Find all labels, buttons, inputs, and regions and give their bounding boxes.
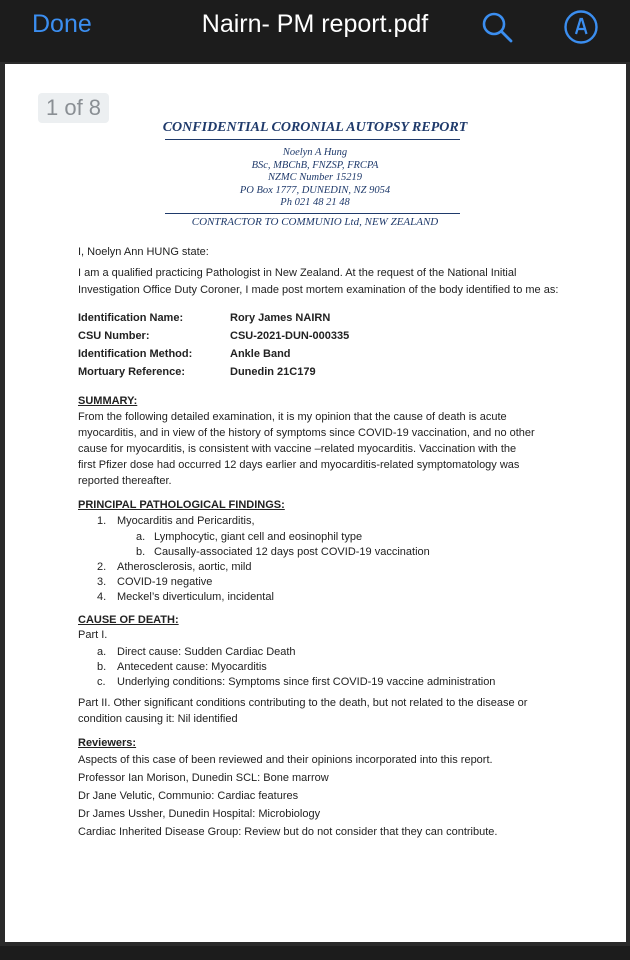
reviewer-line: Aspects of this case of been reviewed and their opinions incorporated into this report. [78,754,493,766]
field-label: Identification Method: [78,348,193,360]
search-icon[interactable] [480,10,514,44]
finding-text: Meckel’s diverticulum, incidental [117,591,274,603]
reviewers-heading: Reviewers: [78,737,137,749]
finding-number: b. [136,546,146,558]
cause-text: Direct cause: Sudden Cardiac Death [117,646,296,658]
finding-number: 3. [97,576,107,588]
intro-line: I am a qualified practicing Pathologist in New Zealand. At the request of the National Initial [78,267,517,279]
intro-line: Investigation Office Duty Coroner, I made post mortem examination of the body identified to me as: [78,284,559,296]
part-two-line: condition causing it: Nil identified [78,713,238,725]
field-value: Ankle Band [230,348,291,360]
field-value: Dunedin 21C179 [230,366,316,378]
part-one-label: Part I. [78,629,108,641]
reviewer-line: Cardiac Inherited Disease Group: Review but do not consider that they can contribute. [78,826,498,838]
finding-text: Myocarditis and Pericarditis, [117,515,255,527]
document-title: Nairn- PM report.pdf [201,10,429,38]
reviewer-line: Professor Ian Morison, Dunedin SCL: Bone marrow [78,772,329,784]
field-label: Mortuary Reference: [78,366,185,378]
summary-line: From the following detailed examination, it is my opinion that the cause of death is acute [78,411,507,423]
finding-text: COVID-19 negative [117,576,213,588]
finding-text: Causally-associated 12 days post COVID-19 vaccination [154,546,430,558]
summary-line: first Pfizer dose had occurred 12 days earlier and myocarditis-related symptomatology was [78,459,520,471]
cause-letter: a. [97,646,107,658]
field-label: CSU Number: [78,330,150,342]
cause-letter: b. [97,661,107,673]
done-button[interactable]: Done [32,10,92,38]
summary-heading: SUMMARY: [78,395,138,407]
title-rule [165,139,460,140]
finding-text: Atherosclerosis, aortic, mild [117,561,252,573]
markup-icon[interactable] [563,9,599,45]
header-line: BSc, MBChB, FNZSP, FRCPA [251,160,379,171]
contractor-rule [165,213,460,214]
reviewer-line: Dr James Ussher, Dunedin Hospital: Microbiology [78,808,321,820]
summary-line: myocarditis, and in view of the history of symptoms since COVID-19 vaccination, and no other [78,427,535,439]
summary-line: cause for myocarditis, is consistent with vaccine –related myocarditis. Vaccination with the [78,443,517,455]
findings-heading: PRINCIPAL PATHOLOGICAL FINDINGS: [78,499,285,511]
reviewer-line: Dr Jane Velutic, Communio: Cardiac features [78,790,299,802]
header-line: PO Box 1777, DUNEDIN, NZ 9054 [239,185,391,196]
cause-text: Underlying conditions: Symptoms since first COVID-19 vaccine administration [117,676,496,688]
cause-letter: c. [97,676,106,688]
contractor-line: CONTRACTOR TO COMMUNIO Ltd, NEW ZEALAND [191,216,439,228]
bottom-bar [0,946,630,960]
finding-number: 2. [97,561,107,573]
viewer-toolbar [0,0,630,62]
part-two-line: Part II. Other significant conditions contributing to the death, but not related to the disease or [78,697,528,709]
statement: I, Noelyn Ann HUNG state: [78,246,209,258]
report-title: CONFIDENTIAL CORONIAL AUTOPSY REPORT [162,120,468,135]
finding-text: Lymphocytic, giant cell and eosinophil type [154,531,363,543]
finding-number: a. [136,531,146,543]
field-value: Rory James NAIRN [230,312,331,324]
page-counter: 1 of 8 [38,93,109,123]
cause-heading: CAUSE OF DEATH: [78,614,179,626]
header-line: NZMC Number 15219 [268,172,362,183]
cause-text: Antecedent cause: Myocarditis [117,661,267,673]
field-value: CSU-2021-DUN-000335 [230,330,350,342]
field-label: Identification Name: [78,312,184,324]
finding-number: 1. [97,515,107,527]
summary-line: reported thereafter. [78,475,172,487]
header-line: Ph 021 48 21 48 [280,197,350,208]
header-line: Noelyn A Hung [282,147,348,158]
finding-number: 4. [97,591,107,603]
